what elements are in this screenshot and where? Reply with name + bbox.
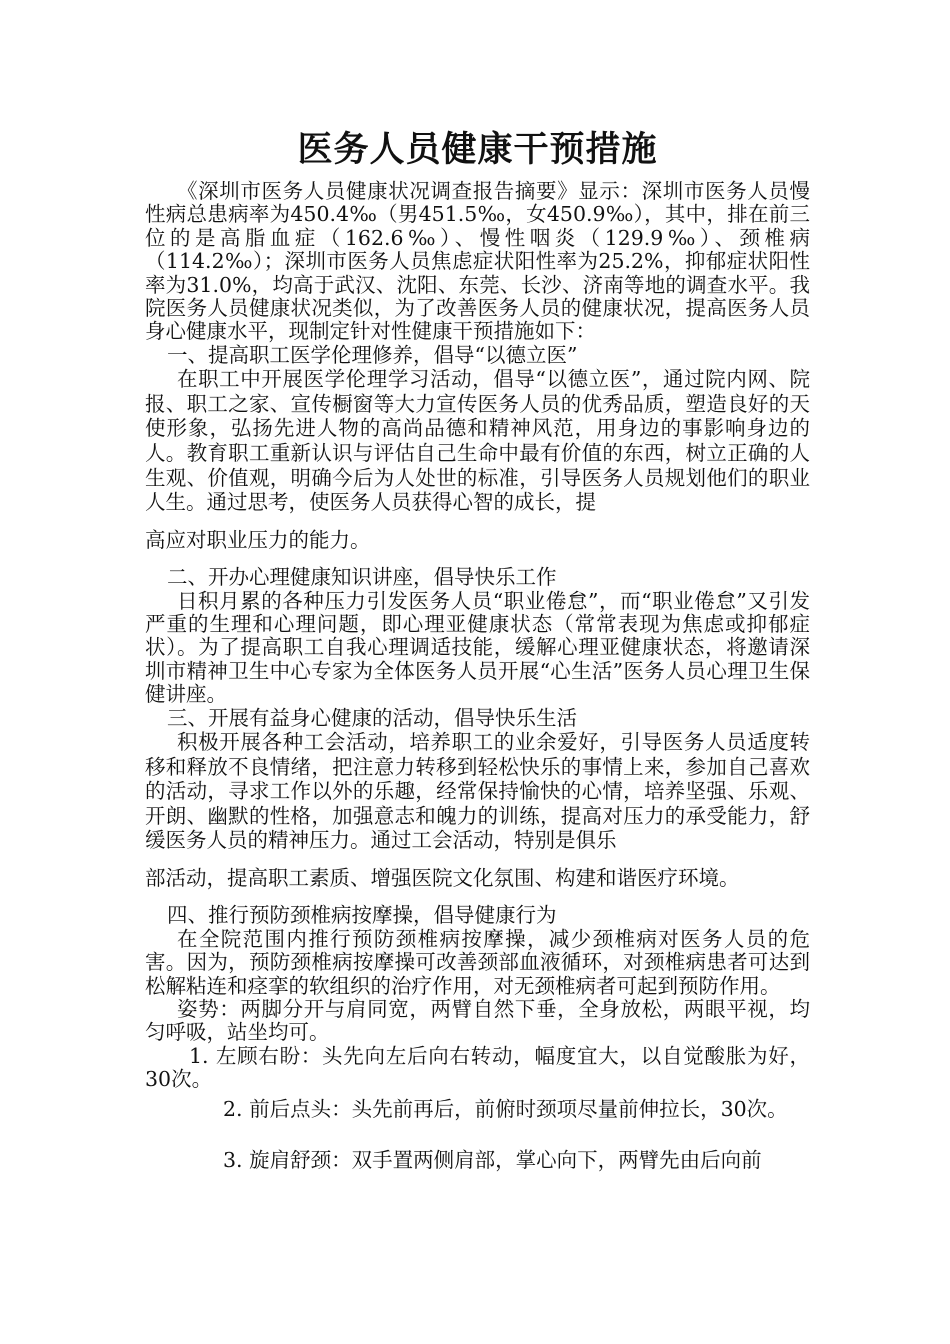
document-title: 医务人员健康干预措施 (297, 129, 658, 170)
section-4-paragraph: 在全院范围内推行预防颈椎病按摩操，减少颈椎病对医务人员的危害。因为，预防颈椎病按摩操可改善颈部血液循环，对颈椎病患者可达到松解粘连和痉挛的软组织的治疗作用，对无颈椎病者可起到预防作用。 (145, 926, 810, 998)
exercise-step-2: 2. 前后点头：头先前再后，前俯时颈项尽量前伸拉长，30次。 (223, 1096, 788, 1121)
section-3-paragraph: 积极开展各种工会活动，培养职工的业余爱好，引导医务人员适度转移和释放不良情绪，把注意力转移到轻松快乐的事情上来，参加自己喜欢的活动，寻求工作以外的乐趣，经常保持愉快的心情，培养坚强、乐观、开朗、幽默的性格，加强意志和魄力的训练，提高对压力的承受能力，舒缓医务人员的精神压力。通过工会活动，特别是俱乐 (145, 730, 810, 853)
exercise-step-1: 1. 左顾右盼：头先向左后向右转动，幅度宜大，以自觉酸胀为好，30次。 (145, 1043, 810, 1092)
section-1-paragraph: 在职工中开展医学伦理学习活动，倡导“以德立医”，通过院内网、院报、职工之家、宣传橱窗等大力宣传医务人员的优秀品质，塑造良好的天使形象，弘扬先进人物的高尚品德和精神风范，用身边的事影响身边的人。教育职工重新认识与评估自己生命中最有价值的东西，树立正确的人生观、价值观，明确今后为人处世的标准，引导医务人员规划他们的职业人生。通过思考，使医务人员获得心智的成长，提 (145, 367, 810, 515)
document-body (145, 120, 810, 1173)
section-3-tail: 部活动，提高职工素质、增强医院文化氛围、构建和谐医疗环境。 (145, 866, 740, 891)
section-2-heading: 二、开办心理健康知识讲座，倡导快乐工作 (167, 565, 557, 590)
section-1-tail: 高应对职业压力的能力。 (145, 527, 371, 552)
section-2-paragraph: 日积月累的各种压力引发医务人员“职业倦怠”，而“职业倦怠”又引发严重的生理和心理问题，即心理亚健康状态（常常表现为焦虑或抑郁症状）。为了提高职工自我心理调适技能，缓解心理亚健康状态，将邀请深圳市精神卫生中心专家为全体医务人员开展“心生活”医务人员心理卫生保健讲座。 (145, 588, 810, 707)
posture-paragraph: 姿势：两脚分开与肩同宽，两臂自然下垂，全身放松，两眼平视，均匀呼吸，站坐均可。 (145, 997, 810, 1045)
section-1-heading: 一、提高职工医学伦理修养，倡导“以德立医” (167, 342, 578, 367)
exercise-step-3: 3. 旋肩舒颈：双手置两侧肩部，掌心向下，两臂先由后向前 (223, 1148, 762, 1173)
intro-paragraph: 《深圳市医务人员健康状况调查报告摘要》显示：深圳市医务人员慢性病总患病率为450.4‰（男451.5‰，女450.9‰），其中，排在前三位的是高脂血症（162.6‰）、慢性咽炎（129.9‰）、颈椎病（114.2‰）；深圳市医务人员焦虑症状阳性率为25.2%，抑郁症状阳性率为31.0%，均高于武汉、沈阳、东莞、长沙、济南等地的调查水平。我院医务人员健康状况类似，为了改善医务人员的健康状况，提高医务人员身心健康水平，现制定针对性健康干预措施如下： (145, 179, 810, 344)
section-4-heading: 四、推行预防颈椎病按摩操，倡导健康行为 (167, 903, 557, 928)
section-3-heading: 三、开展有益身心健康的活动，倡导快乐生活 (167, 705, 577, 730)
